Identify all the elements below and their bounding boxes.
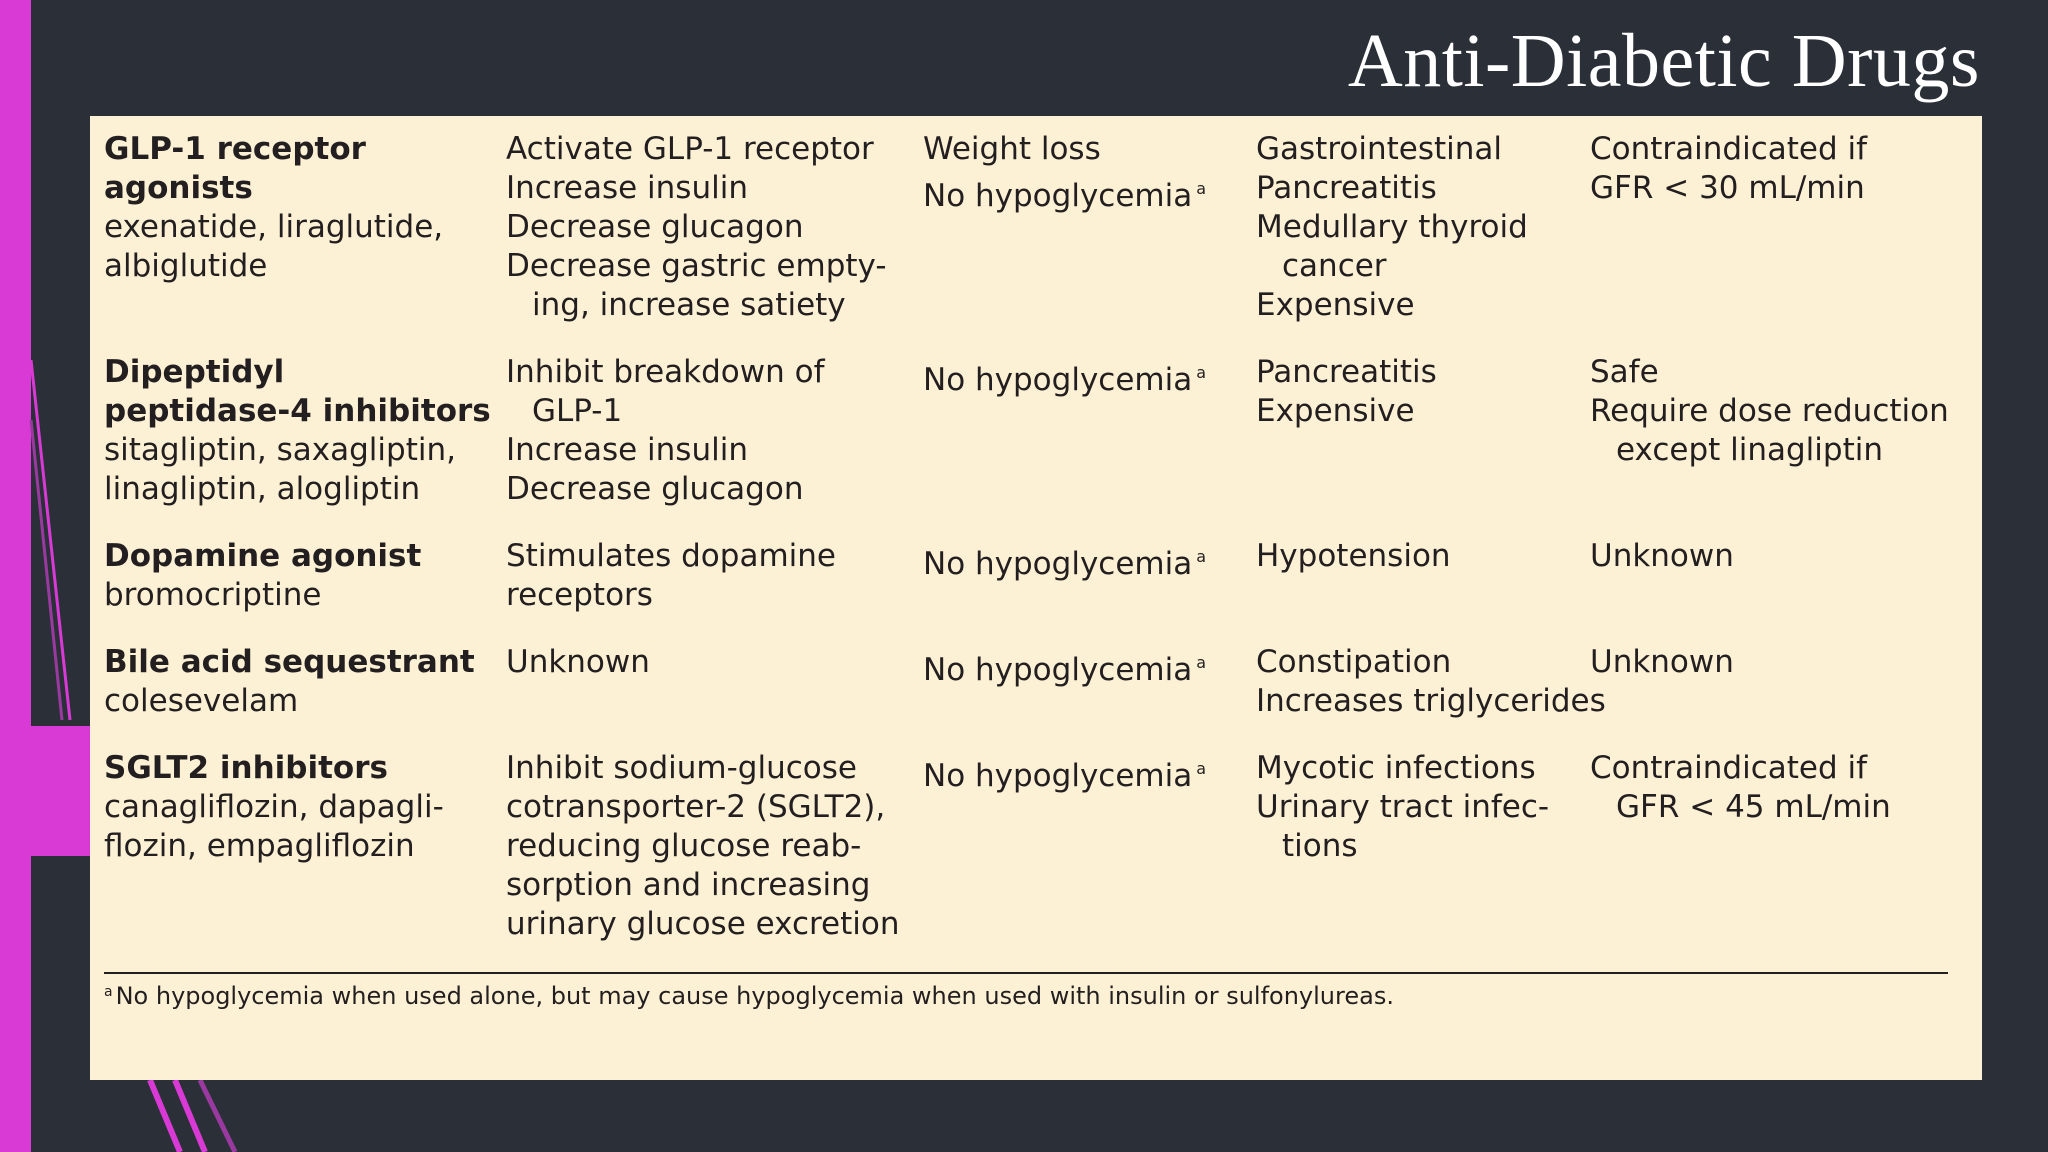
advantage-line xyxy=(923,749,1256,796)
table-row xyxy=(104,749,1948,972)
disadvantage-line: tions xyxy=(1282,828,1358,864)
left-accent-tab xyxy=(0,726,90,856)
drug-class-cell xyxy=(104,749,506,972)
mechanism-line: ing, increase satiety xyxy=(532,287,846,323)
drug-class-name: peptidase-4 inhibitors xyxy=(104,393,491,429)
mechanism-cell xyxy=(506,643,923,749)
disadvantages-cell xyxy=(1256,643,1606,749)
disadvantage-line: Hypotension xyxy=(1256,538,1451,574)
mechanism-line: receptors xyxy=(506,577,653,613)
mechanism-cell xyxy=(506,537,923,643)
mechanism-cell xyxy=(506,749,923,972)
mechanism-cell xyxy=(506,353,923,537)
footnote-ref: a xyxy=(1196,653,1207,672)
table-row xyxy=(104,353,1948,537)
disadvantage-line: Pancreatitis xyxy=(1256,354,1437,390)
disadvantage-line: cancer xyxy=(1282,248,1387,284)
slide-title: Anti-Diabetic Drugs xyxy=(1347,19,1980,103)
disadvantage-line: Constipation xyxy=(1256,644,1452,680)
mechanism-line: Inhibit breakdown of xyxy=(506,354,825,390)
mechanism-line: Inhibit sodium-glucose xyxy=(506,750,857,786)
renal-line: Unknown xyxy=(1590,538,1734,574)
mechanism-line: reducing glucose reab- xyxy=(506,828,862,864)
renal-line: GFR < 30 mL/min xyxy=(1590,170,1865,206)
renal-cell xyxy=(1590,537,1948,643)
drug-class-cell xyxy=(104,643,506,749)
advantages-cell xyxy=(923,353,1256,537)
disadvantage-line: Expensive xyxy=(1256,393,1415,429)
advantage-text: No hypoglycemia xyxy=(923,178,1193,214)
disadvantage-line: Gastrointestinal xyxy=(1256,131,1503,167)
renal-cell xyxy=(1590,130,1948,353)
advantage-text: Weight loss xyxy=(923,131,1101,167)
disadvantages-cell xyxy=(1256,749,1590,972)
renal-cell xyxy=(1590,353,1948,537)
advantage-text: No hypoglycemia xyxy=(923,546,1193,582)
mechanism-line: Decrease gastric empty- xyxy=(506,248,887,284)
drug-examples: bromocriptine xyxy=(104,577,322,613)
disadvantages-cell xyxy=(1256,130,1590,353)
advantage-text: No hypoglycemia xyxy=(923,362,1193,398)
renal-line: Unknown xyxy=(1590,644,1734,680)
renal-line: Require dose reduction xyxy=(1590,393,1949,429)
renal-line: Contraindicated if xyxy=(1590,750,1868,786)
mechanism-line: Unknown xyxy=(506,644,650,680)
mechanism-line: Increase insulin xyxy=(506,432,748,468)
drug-table-card xyxy=(90,116,1982,1080)
drug-class-name: Dopamine agonist xyxy=(104,538,422,574)
drug-class-cell xyxy=(104,353,506,537)
drug-class-name: agonists xyxy=(104,170,253,206)
mechanism-line: Stimulates dopamine xyxy=(506,538,836,574)
footnote-ref: a xyxy=(1196,547,1207,566)
footnote xyxy=(104,982,1948,1010)
drug-examples: albiglutide xyxy=(104,248,268,284)
disadvantage-line: Mycotic infections xyxy=(1256,750,1536,786)
table-row xyxy=(104,537,1948,643)
footnote-text: No hypoglycemia when used alone, but may cause hypoglycemia when used with insulin or sulfonylureas. xyxy=(115,982,1394,1010)
mechanism-line: Activate GLP-1 receptor xyxy=(506,131,874,167)
mechanism-line: sorption and increasing xyxy=(506,867,871,903)
mechanism-line: Decrease glucagon xyxy=(506,209,804,245)
mechanism-line: GLP-1 xyxy=(532,393,623,429)
mechanism-line: urinary glucose excretion xyxy=(506,906,900,942)
disadvantages-cell xyxy=(1256,537,1590,643)
drug-examples: exenatide, liraglutide, xyxy=(104,209,444,245)
disadvantage-line: Pancreatitis xyxy=(1256,170,1437,206)
footnote-ref: a xyxy=(1196,179,1207,198)
renal-line: except linagliptin xyxy=(1616,432,1883,468)
table-row xyxy=(104,130,1948,353)
mechanism-line: cotransporter-2 (SGLT2), xyxy=(506,789,886,825)
disadvantage-line: Urinary tract infec- xyxy=(1256,789,1550,825)
footnote-ref: a xyxy=(1196,759,1207,778)
disadvantage-line: Medullary thyroid xyxy=(1256,209,1528,245)
advantages-cell xyxy=(923,749,1256,972)
advantage-line xyxy=(923,643,1256,690)
advantage-line xyxy=(923,537,1256,584)
renal-cell xyxy=(1590,643,1948,749)
renal-cell xyxy=(1590,749,1948,972)
advantages-cell xyxy=(923,537,1256,643)
advantages-cell xyxy=(923,643,1256,749)
advantage-line xyxy=(923,169,1256,216)
advantage-text: No hypoglycemia xyxy=(923,758,1193,794)
advantages-cell xyxy=(923,130,1256,353)
renal-line: Contraindicated if xyxy=(1590,131,1868,167)
drug-class-cell xyxy=(104,130,506,353)
advantage-line xyxy=(923,353,1256,400)
advantage-line xyxy=(923,130,1256,169)
drug-examples: linagliptin, alogliptin xyxy=(104,471,421,507)
disadvantage-line: Expensive xyxy=(1256,287,1415,323)
drug-class-cell xyxy=(104,537,506,643)
drug-class-name: SGLT2 inhibitors xyxy=(104,750,388,786)
footnote-marker: a xyxy=(104,984,113,1000)
drug-class-name: Bile acid sequestrant xyxy=(104,644,475,680)
drug-class-name: Dipeptidyl xyxy=(104,354,285,390)
disadvantages-cell xyxy=(1256,353,1590,537)
footnote-divider xyxy=(104,972,1948,974)
mechanism-line: Increase insulin xyxy=(506,170,748,206)
disadvantage-line: Increases triglycerides xyxy=(1256,683,1606,719)
renal-line: Safe xyxy=(1590,354,1659,390)
left-accent-bar xyxy=(0,0,31,1152)
footnote-ref: a xyxy=(1196,363,1207,382)
drug-examples: flozin, empagliflozin xyxy=(104,828,415,864)
mechanism-cell xyxy=(506,130,923,353)
mechanism-line: Decrease glucagon xyxy=(506,471,804,507)
drug-table xyxy=(104,130,1948,972)
advantage-text: No hypoglycemia xyxy=(923,652,1193,688)
table-row xyxy=(104,643,1948,749)
drug-examples: colesevelam xyxy=(104,683,299,719)
drug-examples: canagliflozin, dapagli- xyxy=(104,789,444,825)
drug-class-name: GLP-1 receptor xyxy=(104,131,366,167)
renal-line: GFR < 45 mL/min xyxy=(1616,789,1891,825)
drug-examples: sitagliptin, saxagliptin, xyxy=(104,432,456,468)
